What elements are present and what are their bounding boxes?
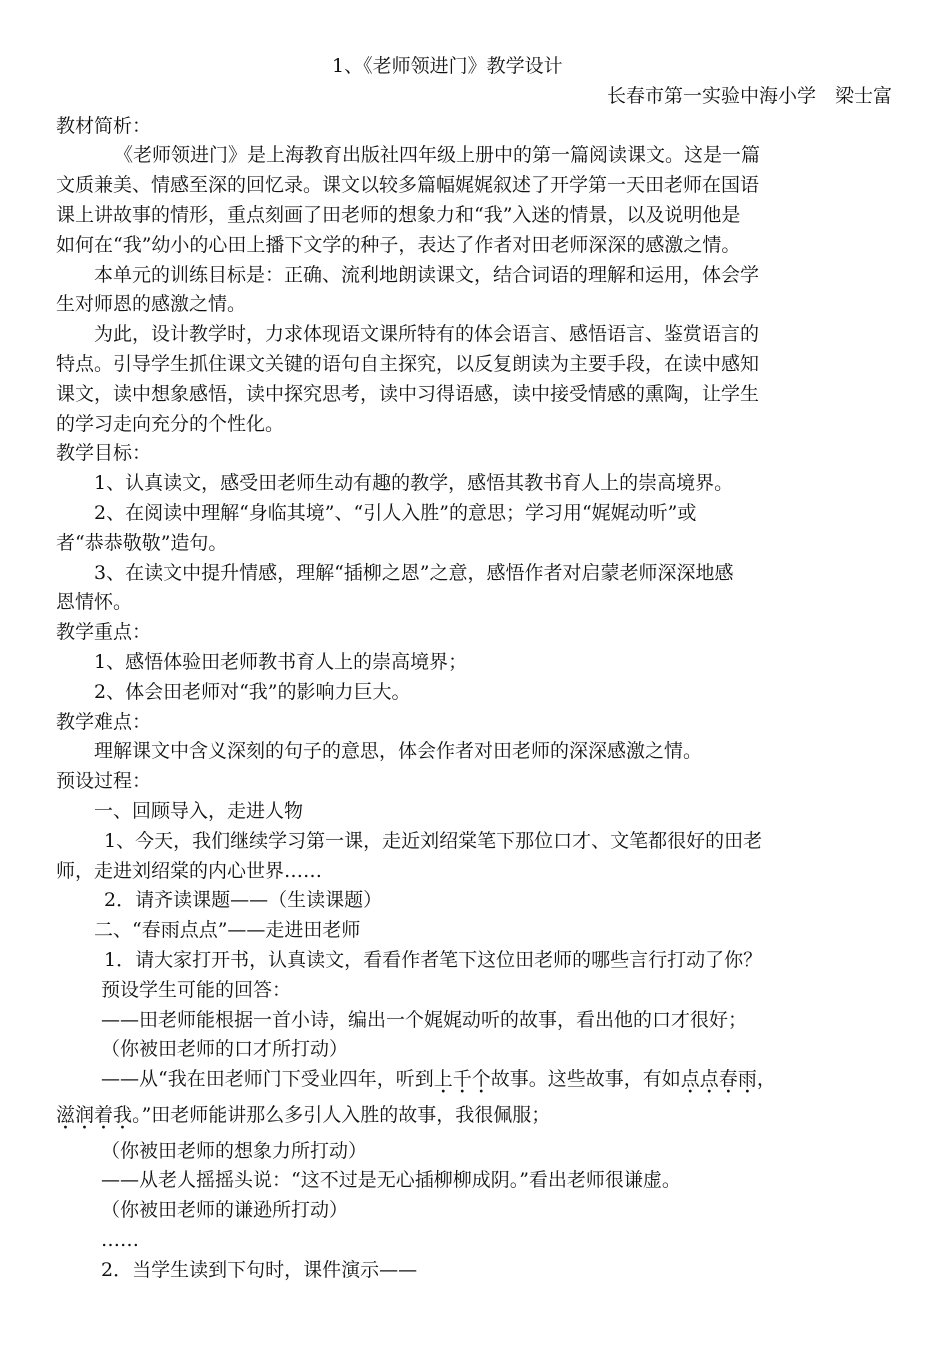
ellipsis: …… xyxy=(101,1229,139,1252)
answer-text: ——从“我在田老师门下受业四年，听到 xyxy=(101,1068,434,1091)
section-heading-key-points: 教学重点： xyxy=(56,621,152,644)
emphasis-char: 雨 xyxy=(737,1068,757,1091)
section-heading-goals: 教学目标： xyxy=(56,442,152,465)
section-heading-process: 预设过程： xyxy=(56,770,152,793)
answer-note: （你被田老师的想象力所打动） xyxy=(101,1139,368,1162)
process-step: 一、回顾导入，走进人物 xyxy=(94,799,304,822)
goal-item: 2、在阅读中理解“身临其境”、“引人入胜”的意思；学习用“娓娓动听”或 xyxy=(94,501,697,524)
answer-note: （你被田老师的谦逊所打动） xyxy=(101,1199,349,1222)
process-step: 二、“春雨点点”——走进田老师 xyxy=(94,919,361,942)
answer-line: ——从老人摇摇头说：“这不过是无心插柳柳成阴。”看出老师很谦虚。 xyxy=(101,1169,681,1192)
answers-heading: 预设学生可能的回答： xyxy=(101,978,292,1001)
difficulty-item: 理解课文中含义深刻的句子的意思，体会作者对田老师的深深感激之情。 xyxy=(94,740,703,763)
answer-line: ——田老师能根据一首小诗，编出一个娓娓动听的故事，看出他的口才很好； xyxy=(101,1008,748,1031)
section-heading-difficulties: 教学难点： xyxy=(56,710,152,733)
goal-item-continued: 者“恭恭敬敬”造句。 xyxy=(56,531,228,554)
emphasized-text xyxy=(434,1068,491,1090)
process-substep: 2．当学生读到下句时，课件演示—— xyxy=(101,1258,418,1281)
document-title: 1、《老师领进门》教学设计 xyxy=(332,55,563,77)
emphasis-char: 着 xyxy=(94,1103,114,1126)
paragraph-line: 的学习走向充分的个性化。 xyxy=(56,412,285,435)
emphasis-char: 润 xyxy=(75,1103,95,1126)
author-line: 长春市第一实验中海小学 梁士富 xyxy=(606,84,892,107)
emphasis-char: 点 xyxy=(699,1068,719,1091)
answer-line-emphasis xyxy=(56,1065,896,1095)
document-page xyxy=(56,52,896,1286)
process-substep: 1、今天，我们继续学习第一课，走近刘绍棠笔下那位口才、文笔都很好的田老 xyxy=(104,829,763,852)
paragraph-line: 为此，设计教学时，力求体现语文课所特有的体会语言、感悟语言、鉴赏语言的 xyxy=(94,323,760,346)
answer-line-emphasis-continued xyxy=(56,1101,896,1131)
paragraph-line: 如何在“我”幼小的心田上播下文学的种子，表达了作者对田老师深深的感激之情。 xyxy=(56,233,741,256)
answer-text: 故事。这些故事，有如 xyxy=(490,1068,681,1091)
emphasis-char: 个 xyxy=(471,1068,491,1091)
paragraph-line: 生对师恩的感激之情。 xyxy=(56,293,247,316)
answer-note: （你被田老师的口才所打动） xyxy=(101,1038,349,1061)
goal-item: 3、在读文中提升情感，理解“插柳之恩”之意，感悟作者对启蒙老师深深地感 xyxy=(94,561,734,584)
key-point-item: 2、体会田老师对“我”的影响力巨大。 xyxy=(94,680,411,703)
answer-text: 。”田老师能讲那么多引人入胜的故事，我很佩服； xyxy=(132,1103,551,1126)
goal-item-continued: 恩情怀。 xyxy=(56,591,133,614)
paragraph-line: 《老师领进门》是上海教育出版社四年级上册中的第一篇阅读课文。这是一篇 xyxy=(114,144,761,167)
key-point-item: 1、感悟体验田老师教书育人上的崇高境界； xyxy=(94,650,468,673)
paragraph-line: 特点。引导学生抓住课文关键的语句自主探究，以反复朗读为主要手段，在读中感知 xyxy=(56,352,760,375)
emphasis-char: 春 xyxy=(718,1068,738,1091)
emphasized-text xyxy=(56,1104,132,1126)
paragraph-line: 课上讲故事的情形，重点刻画了田老师的想象力和“我”入迷的情景，以及说明他是 xyxy=(56,203,741,226)
emphasis-char: ， xyxy=(756,1068,776,1091)
process-substep-continued: 师，走进刘绍棠的内心世界…… xyxy=(56,859,323,882)
emphasis-char: 我 xyxy=(113,1103,133,1126)
emphasis-char: 千 xyxy=(452,1068,472,1091)
emphasis-char: 上 xyxy=(433,1068,453,1091)
paragraph-line: 本单元的训练目标是：正确、流利地朗读课文，结合词语的理解和运用，体会学 xyxy=(94,263,760,286)
emphasis-char: 滋 xyxy=(56,1103,76,1126)
section-heading-analysis: 教材简析： xyxy=(56,114,152,137)
paragraph-line: 文质兼美、情感至深的回忆录。课文以较多篇幅娓娓叙述了开学第一天田老师在国语 xyxy=(56,174,760,197)
paragraph-line: 课文，读中想象感悟，读中探究思考，读中习得语感，读中接受情感的熏陶，让学生 xyxy=(56,382,760,405)
emphasis-char: 点 xyxy=(680,1068,700,1091)
process-substep: 2．请齐读课题——（生读课题） xyxy=(104,889,383,912)
goal-item: 1、认真读文，感受田老师生动有趣的教学，感悟其教书育人上的崇高境界。 xyxy=(94,472,734,495)
process-substep: 1．请大家打开书，认真读文，看看作者笔下这位田老师的哪些言行打动了你？ xyxy=(104,948,763,971)
emphasized-text xyxy=(681,1068,776,1090)
